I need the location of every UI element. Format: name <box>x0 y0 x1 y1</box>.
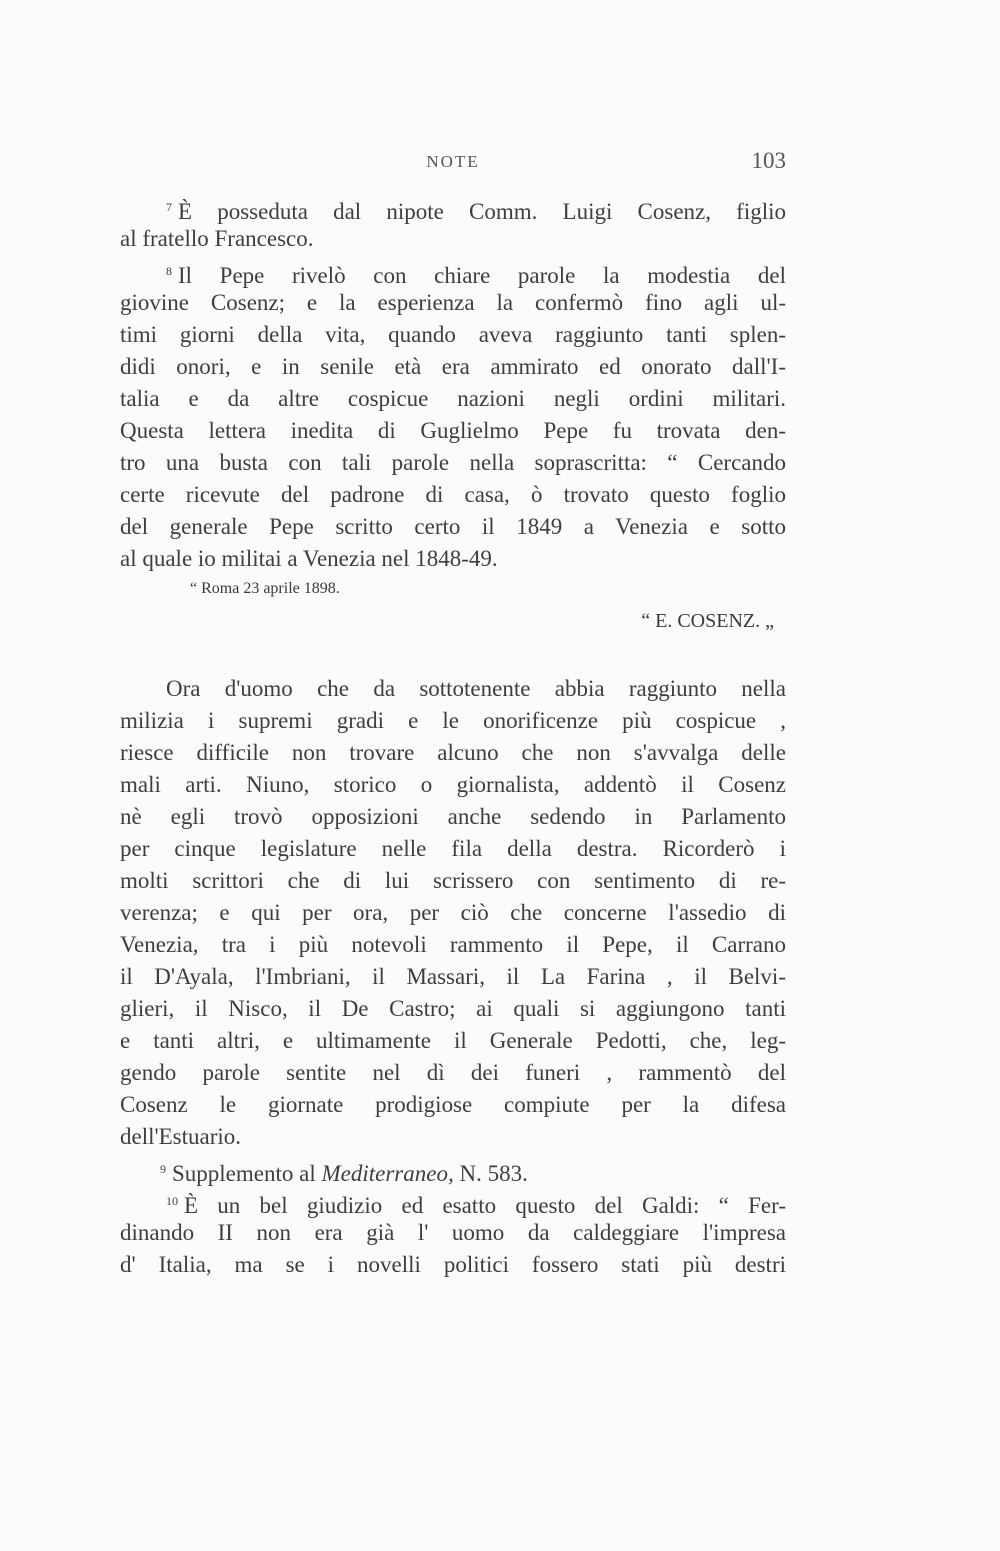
line-text: gendo parole sentite nel dì dei funeri , rammentò del <box>120 1060 786 1085</box>
line-text: al quale io militai a Venezia nel 1848-49. <box>120 546 498 571</box>
line-text: tro una busta con tali parole nella soprascritta: “ Cercando <box>120 450 786 475</box>
footnote-marker: 8 <box>166 264 172 278</box>
text-line <box>120 255 786 287</box>
footnote-marker: 9 <box>160 1162 166 1176</box>
footnote-marker: 7 <box>166 200 172 214</box>
text-line <box>120 447 786 479</box>
text-line <box>120 801 786 833</box>
text-line <box>120 1057 786 1089</box>
text-line <box>120 1217 786 1249</box>
line-text: Venezia, tra i più notevoli rammento il Pepe, il Carrano <box>120 932 786 957</box>
text-line <box>120 1249 786 1281</box>
line-text: milizia i supremi gradi e le onorificenze più cospicue , <box>120 708 786 733</box>
text-line <box>120 383 786 415</box>
text-line <box>120 705 786 737</box>
running-head <box>120 148 786 178</box>
line-text: giovine Cosenz; e la esperienza la confermò fino agli ul- <box>120 290 786 315</box>
letter-signature: “ E. COSENZ. „ <box>641 610 774 632</box>
text-line <box>120 223 786 255</box>
line-text: dell'Estuario. <box>120 1124 242 1149</box>
line-text: per cinque legislature nelle fila della destra. Ricorderò i <box>120 836 786 861</box>
text-line <box>120 897 786 929</box>
text-line <box>120 511 786 543</box>
line-text: Questa lettera inedita di Guglielmo Pepe fu trovata den- <box>120 418 786 443</box>
line-text: didi onori, e in senile età era ammirato ed onorato dall'I- <box>120 354 786 379</box>
text-line <box>120 961 786 993</box>
line-text: dinando II non era già l' uomo da caldeggiare l'impresa <box>120 1220 786 1245</box>
text-line <box>120 1089 786 1121</box>
text-line <box>120 993 786 1025</box>
text-line <box>120 737 786 769</box>
line-text: Cosenz le giornate prodigiose compiute per la difesa <box>120 1092 786 1117</box>
letter-date: “ Roma 23 aprile 1898. <box>190 580 340 597</box>
text-line <box>120 929 786 961</box>
line-text: al fratello Francesco. <box>120 226 314 251</box>
line-text: Ora d'uomo che da sottotenente abbia raggiunto nella <box>166 676 786 701</box>
text-line <box>120 543 786 575</box>
line-text: timi giorni della vita, quando aveva raggiunto tanti splen- <box>120 322 786 347</box>
line-text: Supplemento al <box>172 1161 322 1186</box>
line-text: glieri, il Nisco, il De Castro; ai quali si aggiungono tanti <box>120 996 786 1021</box>
line-text: e tanti altri, e ultimamente il Generale Pedotti, che, leg- <box>120 1028 786 1053</box>
text-line <box>120 833 786 865</box>
footnote-9 <box>120 1153 786 1185</box>
running-title: NOTE <box>426 152 480 171</box>
text-line <box>120 1185 786 1217</box>
italic-title: Mediterraneo, <box>321 1161 454 1186</box>
line-text: del generale Pepe scritto certo il 1849 a Venezia e sotto <box>120 514 786 539</box>
text-line <box>120 1025 786 1057</box>
line-text: verenza; e qui per ora, per ciò che concerne l'assedio di <box>120 900 786 925</box>
section-gap <box>120 639 786 673</box>
text-line <box>120 865 786 897</box>
text-line <box>120 479 786 511</box>
line-text: N. 583. <box>453 1161 528 1186</box>
footnote-marker: 10 <box>166 1194 178 1208</box>
line-text: molti scrittori che di lui scrissero con sentimento di re- <box>120 868 786 893</box>
line-text: riesce difficile non trovare alcuno che non s'avvalga delle <box>120 740 786 765</box>
body-text <box>120 191 786 1281</box>
line-text: certe ricevute del padrone di casa, ò trovato questo foglio <box>120 482 786 507</box>
text-line <box>120 415 786 447</box>
text-line <box>120 319 786 351</box>
line-text: mali arti. Niuno, storico o giornalista, addentò il Cosenz <box>120 772 786 797</box>
text-line <box>120 287 786 319</box>
text-line <box>120 1121 786 1153</box>
page-number: 103 <box>751 148 786 173</box>
line-text: il D'Ayala, l'Imbriani, il Massari, il La Farina , il Belvi- <box>120 964 786 989</box>
text-line <box>120 769 786 801</box>
text-line <box>120 351 786 383</box>
text-line <box>120 191 786 223</box>
line-text: nè egli trovò opposizioni anche sedendo in Parlamento <box>120 804 786 829</box>
line-text: talia e da altre cospicue nazioni negli ordini militari. <box>120 386 786 411</box>
line-text: È posseduta dal nipote Comm. Luigi Cosenz, figlio <box>178 199 786 224</box>
text-line <box>120 673 786 705</box>
line-text: È un bel giudizio ed esatto questo del Galdi: “ Fer- <box>184 1193 786 1218</box>
line-text: d' Italia, ma se i novelli politici fossero stati più destri <box>120 1252 786 1277</box>
line-text: Il Pepe rivelò con chiare parole la modestia del <box>178 263 786 288</box>
